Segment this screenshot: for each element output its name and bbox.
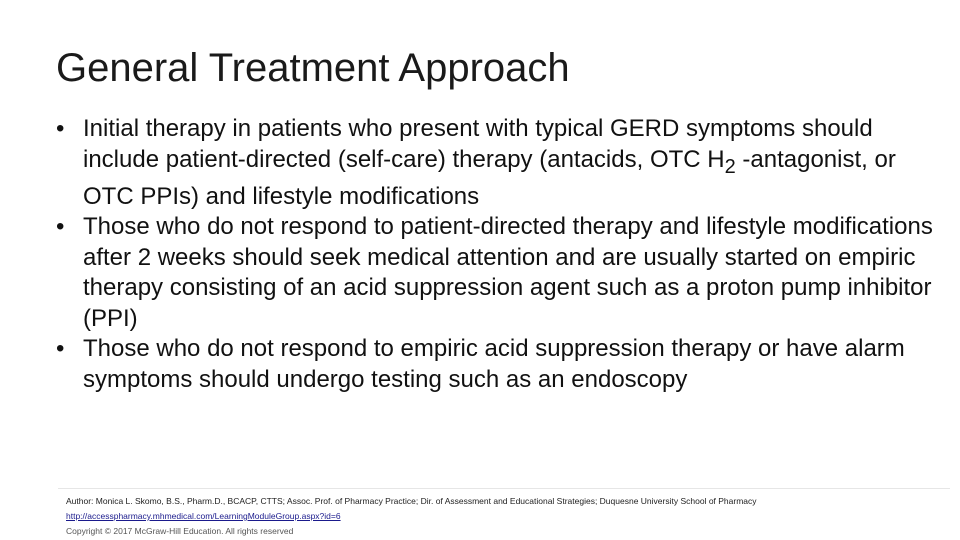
slide-footer xyxy=(66,494,946,539)
bullet-list xyxy=(56,114,946,395)
bullet-item xyxy=(56,212,946,334)
bullet-text-continued: -antagonist, or OTC PPIs) and lifestyle modifications xyxy=(83,145,896,210)
bullet-text: Initial therapy in patients who present with typical GERD symptoms should include patient-directed (self-care) therapy (antacids, OTC H xyxy=(83,115,873,173)
bullet-marker: • xyxy=(56,115,65,142)
bullet-subscript: 2 xyxy=(724,155,736,178)
footer-author: Author: Monica L. Skomo, B.S., Pharm.D., BCACP, CTTS; Assoc. Prof. of Pharmacy Practice; Dir. of Assessment and Educational Strategies; Duquesne University School of Pharmacy xyxy=(66,496,757,506)
bullet-item xyxy=(56,114,946,212)
bullet-item xyxy=(56,334,946,395)
bullet-marker: • xyxy=(56,335,65,363)
bullet-text: Those who do not respond to empiric acid suppression therapy or have alarm symptoms should undergo testing such as an endoscopy xyxy=(83,335,905,393)
footer-link[interactable]: http://accesspharmacy.mhmedical.com/LearningModuleGroup.aspx?id=6 xyxy=(66,511,341,521)
footer-copyright: Copyright © 2017 McGraw-Hill Education. All rights reserved xyxy=(66,526,294,536)
bullet-marker: • xyxy=(56,213,65,241)
bullet-text: Those who do not respond to patient-directed therapy and lifestyle modifications after 2 weeks should seek medical attention and are usually started on empiric therapy consisting of an acid suppression agent such as a proton pump inhibitor (PPI) xyxy=(83,213,933,332)
footer-divider xyxy=(58,488,950,489)
slide-title: General Treatment Approach xyxy=(56,46,570,90)
